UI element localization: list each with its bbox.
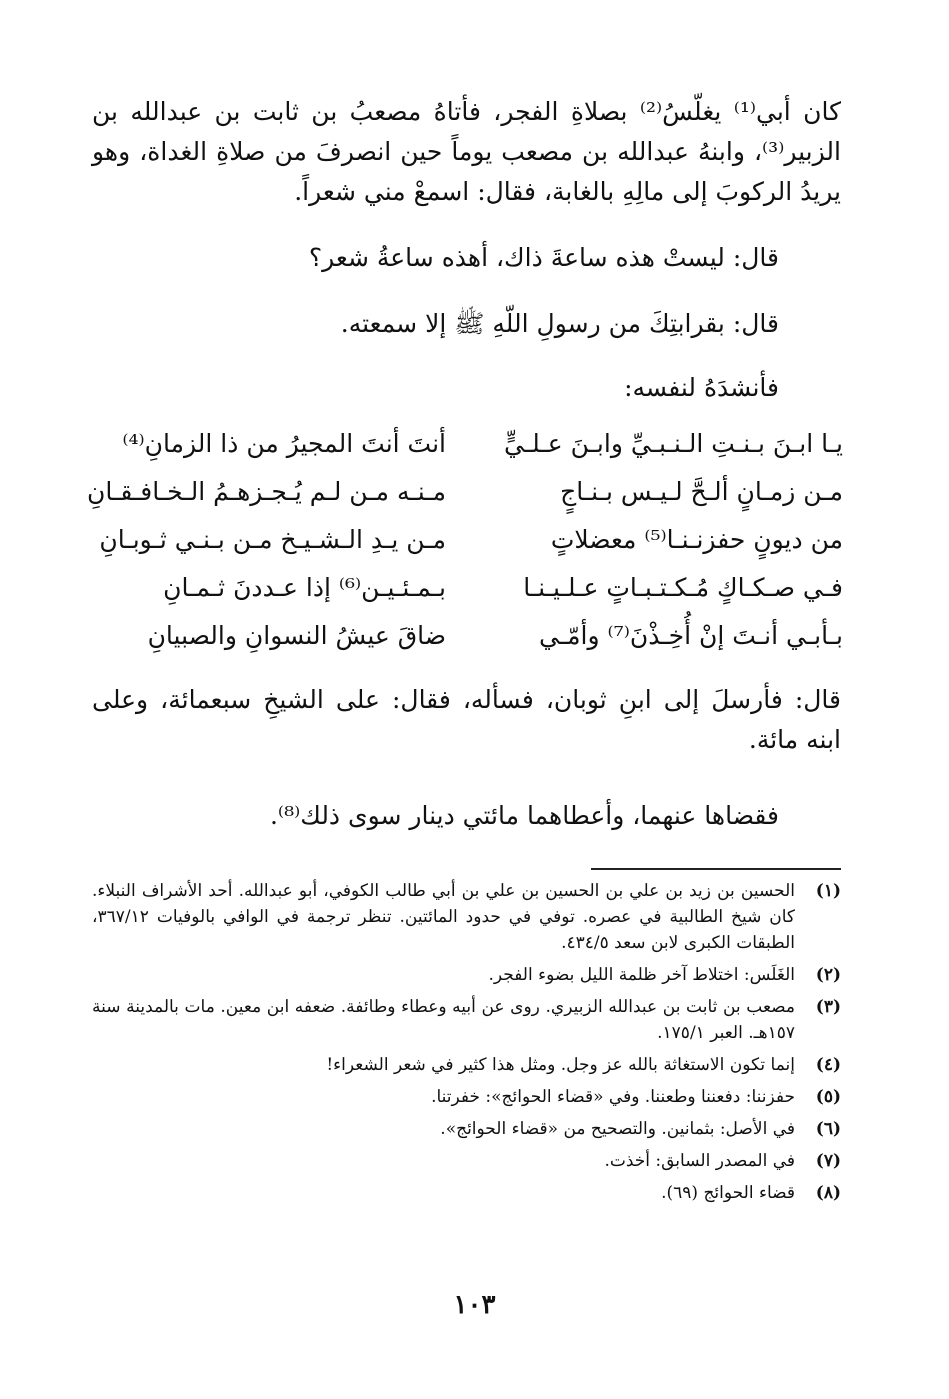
footnote-number: (٤) <box>815 1055 841 1075</box>
footnote-text: الحسين بن زيد بن علي بن الحسين بن علي بن أبي طالب الكوفي، أبو عبدالله. أحد الأشراف النبلاء. كان شيخ الطالبية في عصره. توفي في حدود المائتين. تنظر ترجمة في الوافي بالوفيات ٣٦٧/١٢، الطبقات الكبرى لابن سعد ٤٣٤/٥. <box>92 881 795 953</box>
footnote <box>92 994 841 1046</box>
verse-second-hemistich: ضاقَ عيشُ النسوانِ والصبيانِ <box>147 621 446 650</box>
paragraph-response: قال: فأرسلَ إلى ابنِ ثوبان، فسأله، فقال: على الشيخِ سبعمائة، وعلى ابنه مائة. <box>92 685 841 754</box>
verse-second-hemistich: بـمـئـيـن⁽⁶⁾ إذا عـددنَ ثـمـانِ <box>163 573 446 602</box>
footnote-text: مصعب بن ثابت بن عبدالله الزبيري. روى عن أبيه وعطاء وطائفة. ضعفه ابن معين. مات بالمدينة سنة ١٥٧هـ. العبر ١٧٥/١. <box>92 997 795 1043</box>
dialogue-line-2: قال: بقرابتِكَ من رسولِ اللّهِ ﷺ إلا سمعته. <box>340 309 779 338</box>
footnote-text: في المصدر السابق: أخذت. <box>604 1151 795 1171</box>
footnote-number: (٢) <box>815 965 841 985</box>
footnote-text: الغَلَس: اختلاط آخر ظلمة الليل بضوء الفجر. <box>488 965 795 985</box>
footnote-number: (٦) <box>815 1119 841 1139</box>
footnote-number: (٧) <box>815 1151 841 1171</box>
footnote-text: إنما تكون الاستغاثة بالله عز وجل. ومثل هذا كثير في شعر الشعراء! <box>326 1055 795 1075</box>
footnote-separator <box>591 868 841 870</box>
footnotes <box>92 878 841 1212</box>
verse-second-hemistich: أنتَ أنتَ المجيرُ من ذا الزمانِ⁽⁴⁾ <box>122 429 446 458</box>
page-number: ١٠٣ <box>453 1290 496 1320</box>
verse-first-hemistich: من ديونٍ حفزنـنـا⁽⁵⁾ معضلاتٍ <box>550 525 843 554</box>
footnote-number: (٨) <box>815 1183 841 1203</box>
poem-verse <box>86 612 843 660</box>
paragraph-intro: كان أبي⁽¹⁾ يغلّسُ⁽²⁾ بصلاةِ الفجر، فأتاهُ مصعبُ بن ثابت بن عبدالله بن الزبير⁽³⁾، وابنهُ عبدالله بن مصعب يوماً حين انصرفَ من صلاةِ الغداة، وهو يريدُ الركوبَ إلى مالِهِ بالغابة، فقال: اسمعْ مني شعراً. <box>92 97 841 206</box>
poem-verse <box>86 420 843 468</box>
verse-second-hemistich: مـنـه مـن لـم يُـجـزهـمُ الـخـافـقـانِ <box>87 477 446 506</box>
footnote <box>92 1052 841 1078</box>
footnote-text: قضاء الحوائج (٦٩). <box>661 1183 795 1203</box>
poem-verse <box>86 564 843 612</box>
footnote <box>92 1084 841 1110</box>
footnote-text: حفزننا: دفعننا وطعننا. وفي «قضاء الحوائج»: خفرتنا. <box>431 1087 795 1107</box>
footnote <box>92 1116 841 1142</box>
footnote-number: (١) <box>815 881 841 901</box>
footnote <box>92 1148 841 1174</box>
poem <box>86 420 843 660</box>
footnote-text: في الأصل: بثمانين. والتصحيح من «قضاء الحوائج». <box>440 1119 795 1139</box>
paragraph-conclusion: فقضاها عنهما، وأعطاهما مائتي دينار سوى ذلك⁽⁸⁾. <box>269 801 779 830</box>
verse-second-hemistich: مـن يـدِ الـشـيـخ مـن بـنـي ثـوبـانِ <box>99 525 446 554</box>
footnote-number: (٥) <box>815 1087 841 1107</box>
footnote <box>92 962 841 988</box>
footnote <box>92 1180 841 1206</box>
dialogue-line-3: فأنشدَهُ لنفسه: <box>624 373 779 402</box>
footnote-number: (٣) <box>815 997 841 1017</box>
verse-first-hemistich: يـا ابـنَ بـنـتِ الـنـبـيِّ وابـنَ عـلـيٍّ <box>503 429 843 458</box>
verse-first-hemistich: مـن زمـانٍ ألـحَّ لـيـس بـنـاجٍ <box>560 477 843 506</box>
poem-verse <box>86 468 843 516</box>
verse-first-hemistich: فـي صـكـاكٍ مُـكـتـبـاتٍ عـلـيـنـا <box>523 573 843 602</box>
verse-first-hemistich: بـأبـي أنـتَ إنْ أُخِـذْنَ⁽⁷⁾ وأمّـي <box>539 621 843 650</box>
footnote <box>92 878 841 956</box>
poem-verse <box>86 516 843 564</box>
dialogue-line-1: قال: ليستْ هذه ساعةَ ذاك، أهذه ساعةُ شعر؟ <box>308 243 779 272</box>
